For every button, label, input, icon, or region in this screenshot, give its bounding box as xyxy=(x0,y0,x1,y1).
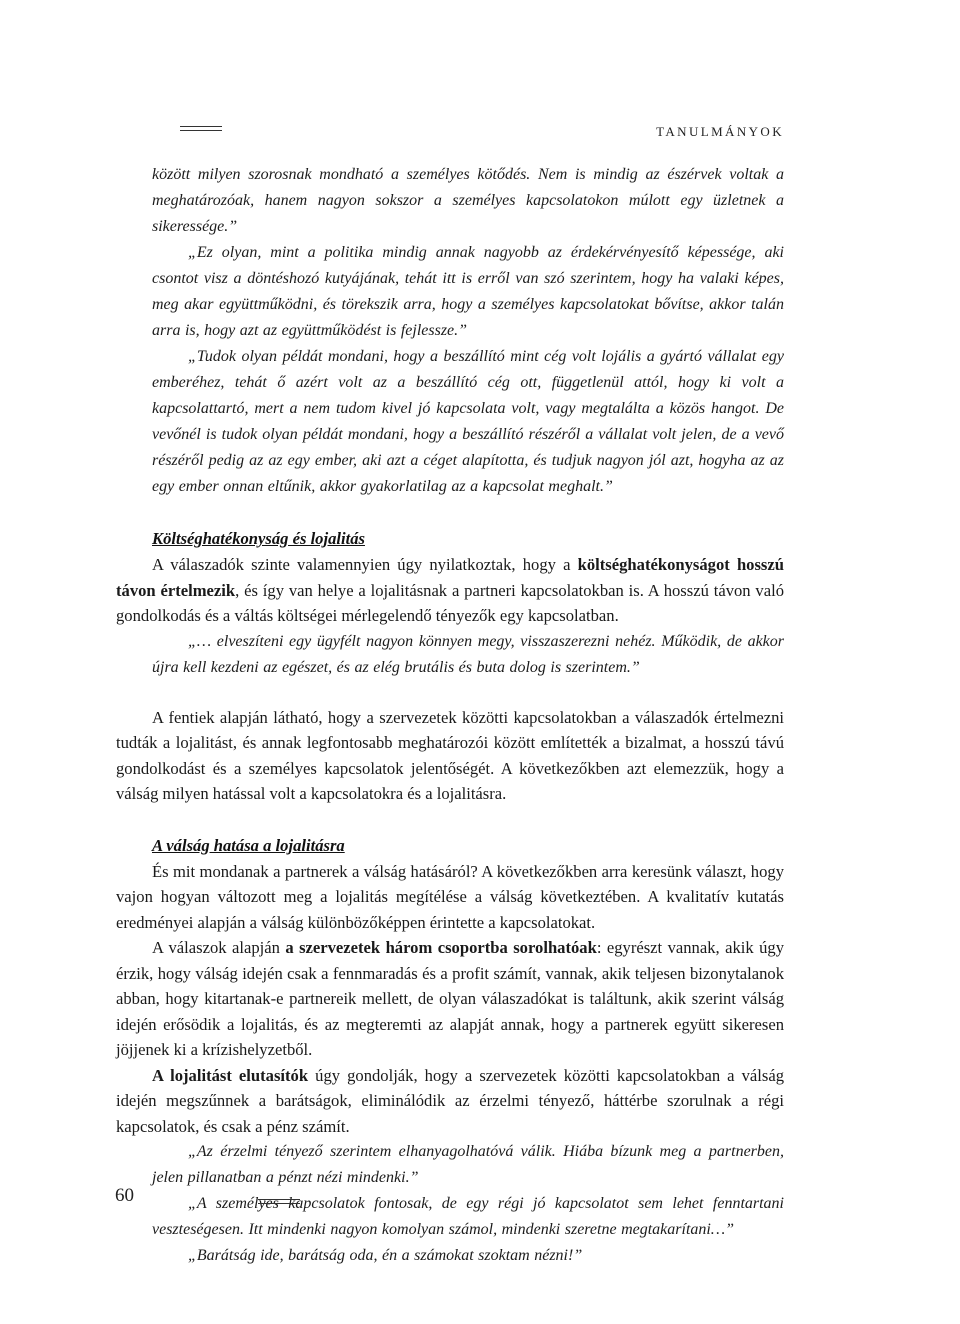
text-run: : egyrészt vannak, akik úgy érzik, hogy válság idején csak a fennmaradás és a profit számít, vannak, akik teljesen bizonytalanok abban, hogy kitartanak-e partnereik mellett, de olyan válaszadókat is találtunk, akik szerint válság idején erősödik a lojalitás, és az megteremti az alapját annak, hogy a partnerek együtt sikeresen jöjjenek ki a krízishelyzetből. xyxy=(116,938,784,1059)
text-run: , és így van helye a lojalitásnak a partneri kapcsolatokban is. A hosszú távon való gondolkodás és a váltás költségei mérlegelendő tényezők egy kapcsolatban. xyxy=(116,580,784,625)
body-paragraph xyxy=(116,935,784,1063)
emphasis-text: A lojalitást elutasítók xyxy=(152,1065,309,1085)
interview-quote-intro: között milyen szorosnak mondható a személyes kötődés. Nem is mindig az észérvek voltak a meghatározóak, hanem nagyon sokszor a személyes kapcsolatokon múlott egy üzletnek a sikeressége.” xyxy=(152,166,784,235)
body-paragraph: A fentiek alapján látható, hogy a szervezetek közötti kapcsolatokban a válaszadók értelmezni tudták a lojalitást, és annak legfontosabb meghatározói között említették a bizalmat, a hosszú távú gondolkodást és a személyes kapcsolatok jelentőségét. A következőkben azt elemezzük, hogy a válság milyen hatással volt a kapcsolatokra és a lojalitásra. xyxy=(116,707,784,803)
section-heading-cost-efficiency: Költséghatékonyság és lojalitás xyxy=(152,529,365,548)
interview-quote-politics: „Ez olyan, mint a politika mindig annak nagyobb az érdekérvényesítő képessége, aki csontot visz a döntéshozó kutyájának, tehát itt is erről van szó szerintem, hogy ha valaki képes, meg akar együttműködni, és törekszik arra, hogy a személyes kapcsolatokat bővítse, akkor talán arra is, hogy azt az együttműködést is fejlessze.” xyxy=(152,244,784,339)
emphasis-text: a szervezetek három csoportba sorolhatóak xyxy=(285,938,597,957)
body-paragraph: És mit mondanak a partnerek a válság hatásáról? A következőkben arra keresünk választ, hogy vajon hogyan változott meg a lojalitás megítélése a válság következtében. A kvalitatív kutatás eredményei alapján a válság különbözőképpen érintette a kapcsolatokat. xyxy=(116,861,784,932)
emphasis-text: költséghatékonyságot hosszú távon értelmezik xyxy=(116,555,784,600)
footer-ornament xyxy=(258,1199,300,1204)
interview-quote: „A személyes kapcsolatok fontosak, de egy régi jó kapcsolatot sem lehet fenntartani veszteségesen. Itt mindenki nagyon komolyan számol, mindenki szeretne megtakarítani…” xyxy=(152,1195,784,1238)
body-paragraph xyxy=(116,1063,784,1140)
section-heading-crisis-impact: A válság hatása a lojalitásra xyxy=(152,835,345,855)
interview-quote: „Az érzelmi tényező szerintem elhanyagolhatóvá válik. Hiába bízunk meg a partnerben, jelen pillanatban a pénzt nézi mindenki.” xyxy=(152,1143,784,1186)
text-run: A válaszok alapján xyxy=(152,938,286,957)
running-head: TANULMÁNYOK xyxy=(656,124,784,139)
spacer xyxy=(116,500,784,526)
page-body xyxy=(116,162,784,1269)
body-paragraph xyxy=(116,552,784,629)
interview-quote: „… elveszíteni egy ügyfélt nagyon könnyen megy, visszaszerezni nehéz. Működik, de akkor újra kell kezdeni az egészet, és az elég brutális és buta dolog is szerintem.” xyxy=(152,632,784,676)
header-ornament xyxy=(180,126,222,131)
spacer xyxy=(116,807,784,833)
spacer xyxy=(116,681,784,705)
interview-quote-supplier: „Tudok olyan példát mondani, hogy a beszállító mint cég volt lojális a gyártó vállalat egy emberéhez, tehát ő azért volt az a beszállító cég ott, függetlenül attól, hogy ki volt a kapcsolattartó, mert a nem tudom kivel jó kapcsolata volt, vagy megtalálta a közös hangot. De vevőnél is tudok olyan példát mondani, hogy a beszállító részéről a vállalat volt jelen, de a vevő részéről pedig az az egy ember, aki azt a céget alapította, és tudjuk nagyon jól azt, hogyha az az egy ember onnan eltűnik, akkor gyakorlatilag az a kapcsolat meghalt.” xyxy=(152,348,784,495)
interview-quote: „Barátság ide, barátság oda, én a számokat szoktam nézni!” xyxy=(188,1247,583,1264)
page-number: 60 xyxy=(115,1185,134,1206)
text-run: A válaszadók szinte valamennyien úgy nyilatkoztak, hogy a xyxy=(152,555,578,574)
text-run: úgy gondolják, hogy a szervezetek közötti kapcsolatokban a válság idején megszűnnek a barátságok, eliminálódik az érzelmi tényező, háttérbe szorulnak a régi kapcsolatok, és csak a pénz számít. xyxy=(116,1065,784,1136)
